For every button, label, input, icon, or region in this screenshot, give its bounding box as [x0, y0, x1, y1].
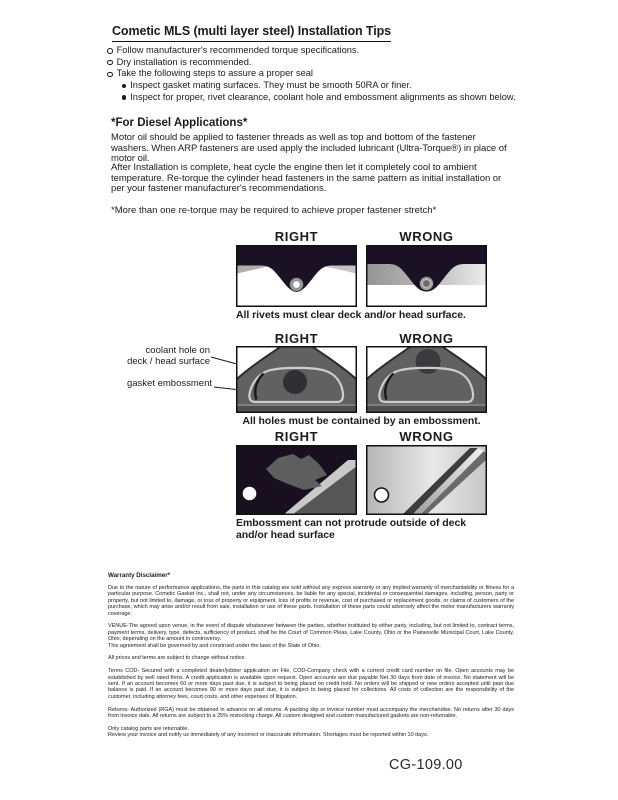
tip-text: Follow manufacturer's recommended torque specifications.: [116, 45, 360, 55]
tip-text: Inspect for proper, rivet clearance, coolant hole and embossment alignments as shown below.: [130, 91, 516, 102]
right-label: RIGHT: [274, 331, 319, 346]
list-item: [122, 80, 516, 92]
protrusion-right-illustration: [236, 445, 357, 515]
figure-caption: [236, 518, 506, 541]
diesel-paragraph: After Installation is complete, heat cycle the engine then let it completely cool to ambient temperature. Re-torque the cylinder head fasteners in the same pattern as initial installation or per your fastener manufacturer's recommendations.: [111, 162, 502, 194]
caption-line: and/or head surface: [236, 528, 335, 541]
protrusion-wrong-diagram: [366, 445, 487, 515]
bullet-circle-icon: [107, 48, 113, 54]
disclaimer-heading: Warranty Disclaimer*: [108, 572, 171, 579]
bullet-circle-icon: [107, 72, 113, 78]
retorque-note: *More than one re-torque may be required to achieve proper fastener stretch*: [111, 205, 437, 216]
coolant-hole-callout: [100, 346, 210, 367]
disclaimer-paragraph: Returns- Authorized (RGA) must be obtained in advance on all returns. A packing slip or invoice number must accompany the merchandise. No returns after 30 days from invoice date. All returns are subject to a 25% restocking charge. All custom designed and custom manufactured gaskets are non-returnable.: [108, 706, 514, 720]
disclaimer-paragraph: Due to the nature of performance applications, the parts in this catalog are sold without any express warranty or any implied warranty of merchantability or fitness for a particular purpose. Cometic Gasket Inc., shall not, under any circumstances, be liable for any special, incidental or consequential damages, including, person, party or property, but not limited to, damage, or loss of property or equipment, loss of profits or revenue, cost of purchased or replacement goods, or claims of customers of the purchase, which may arise and/or result from sale, installation or use of these parts. Installation of these parts could adversely affect the motor manufacturers warranty coverage.: [108, 585, 514, 617]
gasket-embossment-callout: gasket embossment: [126, 378, 212, 389]
rivet-right-diagram: [236, 245, 357, 315]
figure-caption: All holes must be contained by an embossment.: [242, 415, 481, 427]
installation-tips-list: [107, 45, 516, 104]
bullet-dot-icon: [122, 95, 126, 99]
wrong-label: WRONG: [399, 429, 454, 444]
embossment-right-illustration: [236, 346, 357, 413]
figure-rivet-clearance: [100, 229, 520, 327]
diesel-section-heading: *For Diesel Applications*: [111, 117, 248, 129]
bullet-dot-icon: [122, 84, 126, 88]
disclaimer-paragraph: Terms COD- Secured with a completed dealer/jobber application on File, COD-Company check with a current credit card number on file. Open accounts may be established by well rated firms. A credit application is available upon request. Open accounts are due payable Net 30 days from date of invoice. No statement will be sent. If an account becomes 60 or more days past due, it is subject to being placed on credit hold. No orders will be shipped or new orders accepted until past due balance is paid. If an account becomes 90 or more days past due, it is subject to being placed for collections. All costs of collection are the responsibility of the customer, including attorney fees, court costs, and other expenses of litigation.: [108, 668, 514, 700]
bullet-circle-icon: [107, 60, 113, 66]
protrusion-wrong-illustration: [366, 445, 487, 515]
tip-text: Dry installation is recommended.: [116, 56, 252, 67]
embossment-right-diagram: [236, 346, 357, 416]
page-title: Cometic MLS (multi layer steel) Installation Tips: [112, 24, 391, 42]
tip-text: Take the following steps to assure a proper seal: [116, 68, 313, 79]
right-label: RIGHT: [274, 229, 319, 244]
callout-text: deck / head surface: [127, 355, 210, 367]
protrusion-right-diagram: [236, 445, 357, 515]
caption-line: Embossment can not protrude outside of deck: [236, 517, 467, 529]
embossment-wrong-illustration: [366, 346, 487, 413]
rivet-right-illustration: [236, 245, 357, 307]
figure-caption: All rivets must clear deck and/or head surface.: [236, 309, 466, 321]
page-code: CG-109.00: [389, 757, 463, 773]
rivet-wrong-illustration: [366, 245, 487, 307]
rivet-wrong-diagram: [366, 245, 487, 315]
diesel-paragraph: Motor oil should be applied to fastener threads as well as top and bottom of the fastener washers. When ARP fasteners are used apply the included lubricant (Ultra-Torque®) in place of motor oil.: [111, 132, 507, 164]
list-item: [107, 57, 516, 69]
disclaimer-paragraph: This agreement shall be governed by and construed under the laws of the State of Ohio.: [108, 642, 321, 649]
figure-embossment-protrusion: [100, 429, 520, 544]
disclaimer-paragraph: Only catalog parts are returnable.: [108, 725, 189, 732]
callout-text: coolant hole on: [145, 345, 210, 356]
wrong-label: WRONG: [399, 331, 454, 346]
tip-text: Inspect gasket mating surfaces. They must be smooth 50RA or finer.: [130, 80, 412, 91]
figure-hole-embossment: [100, 330, 520, 430]
list-item: [107, 68, 516, 80]
list-item: [107, 45, 516, 57]
right-label: RIGHT: [274, 429, 319, 444]
warranty-disclaimer: [108, 572, 514, 745]
disclaimer-paragraph: VENUE-The agreed upon venue, in the event of dispute whatsoever between the parties, whether instituted by either party, including, but not limited to, contract terms, payment terms, delivery, type, defects, sufficiency of product, shall be the Court of Common Pleas, Lake County, Ohio or the Painesville Municipal Court, Lake County, Ohio, depending on the amount in controversy.: [108, 623, 514, 643]
list-item: [122, 92, 516, 104]
disclaimer-paragraph: Review your invoice and notify us immediately of any incorrect or inaccurate information. Shortages must be reported within 10 days.: [108, 732, 429, 739]
wrong-label: WRONG: [399, 229, 454, 244]
disclaimer-paragraph: All prices and terms are subject to change without notice.: [108, 655, 246, 662]
embossment-wrong-diagram: [366, 346, 487, 416]
